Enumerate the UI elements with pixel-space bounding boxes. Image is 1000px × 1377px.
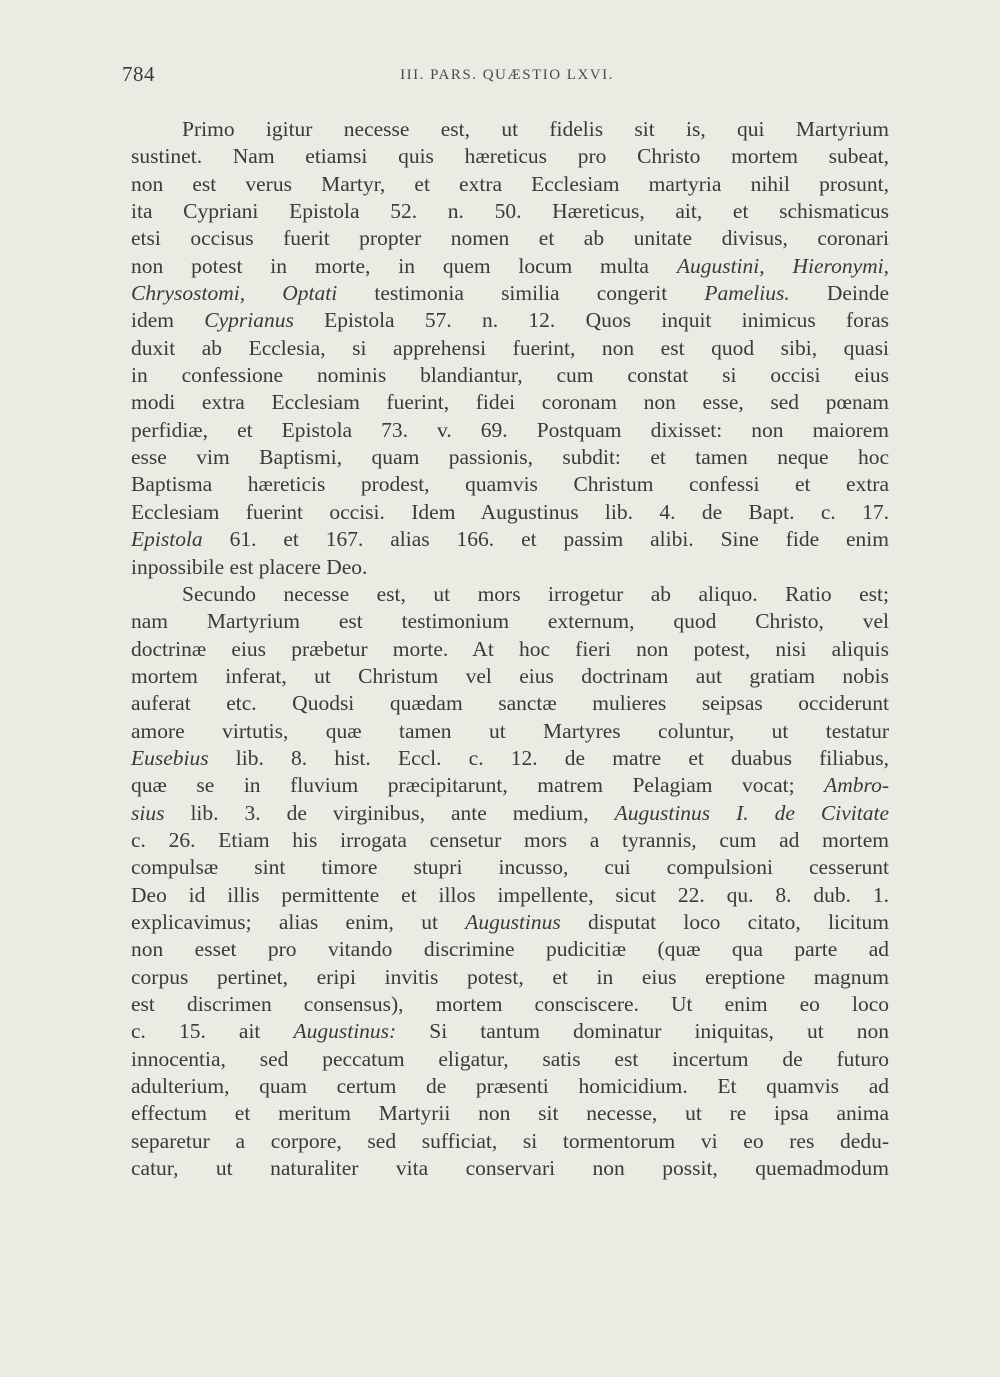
- text-line: [131, 936, 889, 963]
- italic-text: Epistola: [131, 527, 203, 552]
- text-line: [131, 854, 889, 881]
- italic-text: Eusebius: [131, 745, 209, 770]
- text-segment: sustinet. Nam etiamsi quis hæreticus pro Christo mortem subeat,: [131, 144, 889, 169]
- text-line: [131, 389, 889, 416]
- text-line: [131, 772, 889, 799]
- text-segment: esse vim Baptismi, quam passionis, subdit: et tamen neque hoc: [131, 445, 889, 470]
- text-segment: doctrinæ eius præbetur morte. At hoc fieri non potest, nisi aliquis: [131, 636, 889, 661]
- text-segment: perfidiæ, et Epistola 73. v. 69. Postquam dixisset: non maiorem: [131, 417, 889, 442]
- text-line: [131, 335, 889, 362]
- text-line: [131, 827, 889, 854]
- text-segment: est discrimen consensus), mortem consciscere. Ut enim eo loco: [131, 992, 889, 1016]
- italic-text: Ambro-: [824, 773, 889, 798]
- text-segment: non esset pro vitando discrimine pudicitiæ (quæ qua parte ad: [131, 937, 889, 962]
- text-line: [131, 143, 889, 170]
- text-segment: Secundo necesse est, ut mors irrogetur ab aliquo. Ratio est;: [182, 581, 889, 606]
- text-line: [131, 171, 889, 198]
- text-segment: modi extra Ecclesiam fuerint, fidei coronam non esse, sed pœnam: [131, 390, 889, 415]
- text-segment: nam Martyrium est testimonium externum, quod Christo, vel: [131, 609, 889, 634]
- text-line: [131, 608, 889, 635]
- text-segment: disputat loco citato, licitum: [560, 909, 889, 934]
- text-line: [131, 800, 889, 827]
- running-title: III. PARS. QUÆSTIO LXVI.: [400, 67, 614, 83]
- page-number: 784: [122, 62, 155, 86]
- text-line: [131, 198, 889, 225]
- italic-text: Pamelius.: [704, 281, 790, 306]
- italic-text: Augustini, Hieronymi,: [676, 253, 890, 278]
- text-line: [131, 690, 889, 717]
- text-segment: idem: [131, 308, 205, 333]
- text-line: [131, 554, 889, 581]
- text-line: [131, 225, 889, 252]
- text-line: [131, 253, 889, 280]
- text-line: [131, 1018, 889, 1045]
- italic-text: Augustinus:: [293, 1019, 397, 1044]
- text-line: [131, 663, 889, 690]
- text-line: [131, 499, 889, 526]
- text-segment: Si tantum dominatur iniquitas, ut non: [396, 1019, 889, 1044]
- text-segment: innocentia, sed peccatum eligatur, satis est incertum de futuro: [131, 1046, 889, 1071]
- text-segment: c. 15. ait: [131, 1019, 294, 1044]
- text-segment: c. 26. Etiam his irrogata censetur mors a tyrannis, cum ad mortem: [131, 827, 889, 852]
- text-segment: lib. 8. hist. Eccl. c. 12. de matre et duabus filiabus,: [208, 745, 889, 770]
- text-segment: lib. 3. de virginibus, ante medium,: [164, 800, 615, 825]
- text-line: [131, 1073, 889, 1100]
- text-segment: Deo id illis permittente et illos impellente, sicut 22. qu. 8. dub. 1.: [131, 882, 889, 907]
- text-segment: ita Cypriani Epistola 52. n. 50. Hæreticus, ait, et schismaticus: [131, 199, 889, 224]
- text-line: [131, 718, 889, 745]
- text-line: [131, 1128, 889, 1155]
- text-line: [131, 526, 889, 553]
- body-text: [131, 116, 889, 1182]
- italic-text: Augustinus I. de Civitate: [614, 800, 889, 825]
- italic-text: sius: [131, 800, 165, 825]
- text-line: [131, 1046, 889, 1073]
- text-segment: effectum et meritum Martyrii non sit necesse, ut re ipsa anima: [131, 1101, 889, 1126]
- text-line: [131, 362, 889, 389]
- text-line: [131, 964, 889, 991]
- text-segment: 61. et 167. alias 166. et passim alibi. Sine fide enim: [202, 527, 889, 552]
- text-line: [131, 581, 889, 608]
- italic-text: Chrysostomi, Optati: [131, 281, 338, 306]
- text-segment: Ecclesiam fuerint occisi. Idem Augustinus lib. 4. de Bapt. c. 17.: [131, 499, 889, 524]
- text-segment: auferat etc. Quodsi quædam sanctæ mulieres seipsas occiderunt: [131, 691, 889, 716]
- text-segment: mortem inferat, ut Christum vel eius doctrinam aut gratiam nobis: [131, 663, 889, 688]
- text-line: [131, 909, 889, 936]
- text-line: [131, 1155, 889, 1182]
- text-segment: Baptisma hæreticis prodest, quamvis Christum confessi et extra: [131, 472, 889, 497]
- text-segment: quæ se in fluvium præcipitarunt, matrem Pelagiam vocat;: [131, 773, 825, 798]
- text-line: [131, 471, 889, 498]
- text-line: [131, 116, 889, 143]
- text-segment: Deinde: [789, 281, 889, 306]
- text-segment: adulterium, quam certum de præsenti homicidium. Et quamvis ad: [131, 1074, 889, 1099]
- text-line: [131, 417, 889, 444]
- text-segment: catur, ut naturaliter vita conservari non possit, quemadmodum: [131, 1156, 889, 1181]
- text-segment: non potest in morte, in quem locum multa: [131, 253, 677, 278]
- text-segment: explicavimus; alias enim, ut: [131, 909, 466, 934]
- text-segment: testimonia similia congerit: [337, 281, 705, 306]
- text-segment: amore virtutis, quæ tamen ut Martyres coluntur, ut testatur: [131, 718, 889, 743]
- text-segment: etsi occisus fuerit propter nomen et ab unitate divisus, coronari: [131, 226, 889, 251]
- text-line: [131, 745, 889, 772]
- text-segment: corpus pertinet, eripi invitis potest, et in eius ereptione magnum: [131, 964, 889, 989]
- text-line: [131, 636, 889, 663]
- text-segment: duxit ab Ecclesia, si apprehensi fuerint, non est quod sibi, quasi: [131, 335, 889, 360]
- text-line: [131, 882, 889, 909]
- italic-text: Cyprianus: [204, 308, 294, 333]
- text-segment: inpossibile est placere Deo.: [131, 554, 368, 579]
- text-segment: compulsæ sint timore stupri incusso, cui compulsioni cesserunt: [131, 855, 889, 880]
- text-line: [131, 280, 889, 307]
- text-line: [131, 1100, 889, 1127]
- text-segment: Primo igitur necesse est, ut fidelis sit is, qui Martyrium: [182, 117, 889, 141]
- text-segment: non est verus Martyr, et extra Ecclesiam martyria nihil prosunt,: [131, 171, 889, 196]
- text-segment: in confessione nominis blandiantur, cum constat si occisi eius: [131, 363, 889, 388]
- text-segment: Epistola 57. n. 12. Quos inquit inimicus foras: [293, 308, 889, 333]
- running-head: [122, 62, 892, 92]
- text-line: [131, 991, 889, 1018]
- text-line: [131, 307, 889, 334]
- text-line: [131, 444, 889, 471]
- text-segment: separetur a corpore, sed sufficiat, si tormentorum vi eo res dedu-: [131, 1128, 889, 1153]
- italic-text: Augustinus: [465, 909, 561, 934]
